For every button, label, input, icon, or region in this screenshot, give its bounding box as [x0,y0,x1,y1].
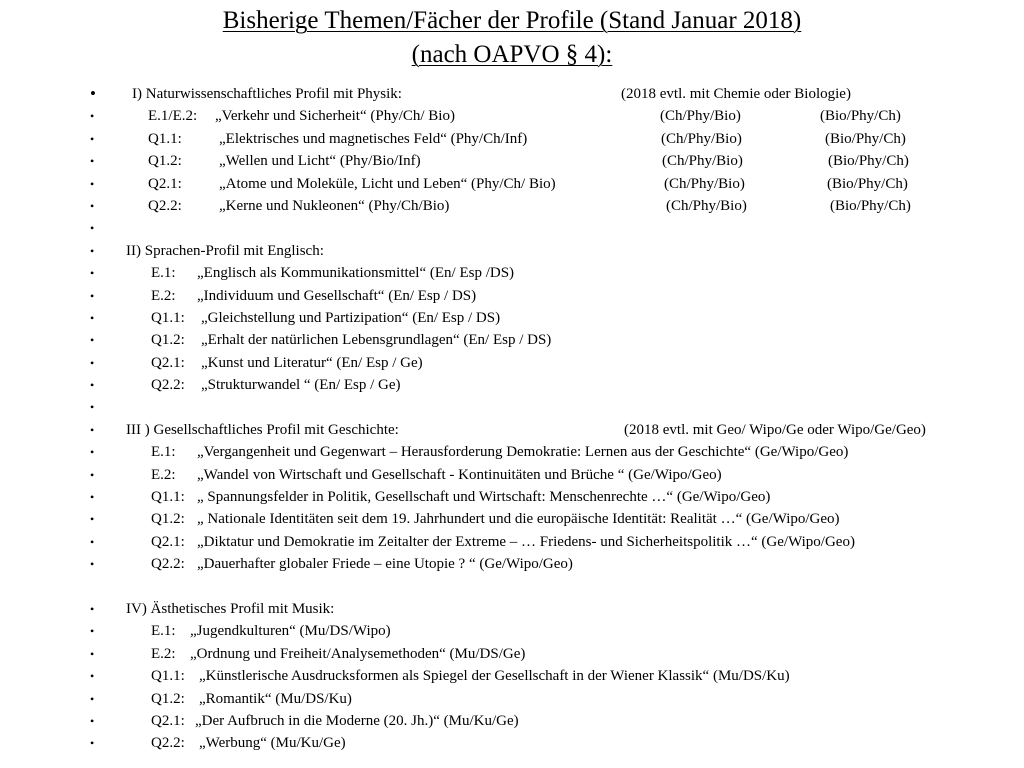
item-text: „Jugendkulturen“ (Mu/DS/Wipo) [190,623,391,640]
item-text: „Elektrisches und magnetisches Feld“ (Phy/Ch/Inf) [219,130,528,147]
item-text: „Gleichstellung und Partizipation“ (En/ Esp / DS) [201,309,501,326]
bullet-icon: • [90,288,95,303]
item-code: E.2: [151,645,176,662]
item-code: E.2: [151,287,176,304]
item-text: „Wellen und Licht“ (Phy/Bio/Inf) [219,153,421,170]
bullet-icon: • [90,333,95,348]
list-item [0,195,1024,217]
bullet-icon: • [90,154,95,169]
item-code: Q2.2: [151,377,185,394]
bullet-icon: • [90,84,96,103]
section-note: (2018 evtl. mit Geo/ Wipo/Ge oder Wipo/Ge/Geo) [624,421,926,438]
bullet-icon: • [90,109,95,124]
bullet-icon: • [90,512,95,527]
section-heading: II) Sprachen-Profil mit Englisch: [126,242,324,259]
item-code: Q2.2: [151,556,185,573]
item-code: E.1: [151,265,176,282]
item-alt-biology: (Bio/Phy/Ch) [825,130,906,147]
item-text: „Erhalt der natürlichen Lebensgrundlagen“ (En/ Esp / DS) [201,332,552,349]
item-text: „Künstlerische Ausdrucksformen als Spiegel der Gesellschaft in der Wiener Klassik“ (Mu/DS/Ku) [199,668,790,685]
item-code: Q1.1: [151,489,185,506]
section-heading: III ) Gesellschaftliches Profil mit Geschichte: [126,421,399,438]
bullet-icon: • [90,557,95,572]
list-item [0,688,1024,710]
item-alt-chemistry: (Ch/Phy/Bio) [660,108,741,125]
list-item [0,486,1024,508]
bullet-icon: • [90,266,95,281]
item-alt-chemistry: (Ch/Phy/Bio) [661,130,742,147]
item-code: Q2.2: [148,197,182,214]
item-code: E.1: [151,444,176,461]
bullet-icon: • [90,355,95,370]
bullet-icon: • [90,176,95,191]
list-item [0,620,1024,642]
item-alt-chemistry: (Ch/Phy/Bio) [664,175,745,192]
item-text: „Verkehr und Sicherheit“ (Phy/Ch/ Bio) [215,108,455,125]
item-text: „Englisch als Kommunikationsmittel“ (En/ Esp /DS) [197,265,515,282]
bullet-icon: • [90,445,95,460]
list-item [0,441,1024,463]
item-code: Q1.1: [151,309,185,326]
item-code: E.1/E.2: [148,108,198,125]
item-code: Q2.1: [151,533,185,550]
item-text: „Diktatur und Demokratie im Zeitalter der Extreme – … Friedens- und Sicherheitspolitik …“ (Ge/Wipo/Geo) [197,533,855,550]
item-code: Q1.1: [151,668,185,685]
list-item [0,262,1024,284]
slide-title-line-1: Bisherige Themen/Fächer der Profile (Stand Januar 2018) [222,7,802,34]
bullet-icon: • [90,131,95,146]
section-heading-row [0,240,1024,262]
item-text: „Romantik“ (Mu/DS/Ku) [199,690,352,707]
bullet-icon: • [90,422,95,437]
item-code: Q1.2: [151,332,185,349]
section-heading-row [0,598,1024,620]
bullet-icon: • [90,310,95,325]
item-code: Q1.2: [151,690,185,707]
item-code: Q2.1: [151,354,185,371]
list-item [0,285,1024,307]
list-item [0,508,1024,530]
item-text: „Strukturwandel “ (En/ Esp / Ge) [201,377,401,394]
list-item [0,710,1024,732]
bullet-icon: • [90,378,95,393]
item-text: „Kunst und Literatur“ (En/ Esp / Ge) [201,354,423,371]
item-alt-biology: (Bio/Phy/Ch) [827,175,908,192]
item-code: Q1.1: [148,130,182,147]
item-alt-chemistry: (Ch/Phy/Bio) [662,153,743,170]
list-item [0,665,1024,687]
item-code: E.1: [151,623,176,640]
item-code: Q2.2: [151,735,185,752]
section-note: (2018 evtl. mit Chemie oder Biologie) [621,86,851,102]
list-item [0,464,1024,486]
bullet-icon: • [90,736,95,751]
section-heading-row [0,419,1024,441]
item-alt-biology: (Bio/Phy/Ch) [830,197,911,214]
item-code: E.2: [151,466,176,483]
empty-bullet-row [0,396,1024,418]
empty-bullet-row [0,217,1024,239]
bullet-icon: • [90,400,95,415]
item-text: „Kerne und Nukleonen“ (Phy/Ch/Bio) [219,197,450,214]
item-alt-biology: (Bio/Phy/Ch) [820,108,901,125]
item-text: „Werbung“ (Mu/Ku/Ge) [199,735,346,752]
bullet-icon: • [90,221,95,236]
section-heading-row [0,83,1024,105]
profile-list [0,83,1024,755]
list-item [0,374,1024,396]
slide-title-line-2: (nach OAPVO § 4): [411,41,613,68]
spacer-row [0,576,1024,598]
item-code: Q1.2: [148,153,182,170]
item-text: „Vergangenheit und Gegenwart – Herausforderung Demokratie: Lernen aus der Geschichte“ (Ge/Wipo/Geo) [197,444,849,461]
bullet-icon: • [90,669,95,684]
bullet-icon: • [90,467,95,482]
bullet-icon: • [90,198,95,213]
item-text: „Wandel von Wirtschaft und Gesellschaft - Kontinuitäten und Brüche “ (Ge/Wipo/Geo) [197,466,722,483]
item-alt-chemistry: (Ch/Phy/Bio) [666,197,747,214]
item-code: Q1.2: [151,511,185,528]
bullet-icon: • [90,646,95,661]
list-item [0,105,1024,127]
item-text: „Der Aufbruch in die Moderne (20. Jh.)“ (Mu/Ku/Ge) [195,712,519,729]
list-item [0,329,1024,351]
bullet-icon: • [90,601,95,616]
list-item [0,150,1024,172]
list-item [0,352,1024,374]
item-alt-biology: (Bio/Phy/Ch) [828,153,909,170]
bullet-icon: • [90,534,95,549]
list-item [0,531,1024,553]
item-text: „Dauerhafter globaler Friede – eine Utopie ? “ (Ge/Wipo/Geo) [197,556,573,573]
bullet-icon: • [90,624,95,639]
item-text: „ Nationale Identitäten seit dem 19. Jahrhundert und die europäische Identität: Realität …“ (Ge/Wipo/Geo) [197,511,840,528]
list-item [0,173,1024,195]
item-text: „Individuum und Gesellschaft“ (En/ Esp / DS) [197,287,477,304]
list-item [0,732,1024,754]
item-code: Q2.1: [151,712,185,729]
item-text: „Atome und Moleküle, Licht und Leben“ (Phy/Ch/ Bio) [219,175,556,192]
list-item [0,128,1024,150]
list-item [0,643,1024,665]
bullet-icon: • [90,243,95,258]
item-code: Q2.1: [148,175,182,192]
section-heading: I) Naturwissenschaftliches Profil mit Physik: [132,86,402,102]
bullet-icon: • [90,713,95,728]
item-text: „ Spannungsfelder in Politik, Gesellschaft und Wirtschaft: Menschenrechte …“ (Ge/Wipo/Geo) [197,489,771,506]
list-item [0,553,1024,575]
item-text: „Ordnung und Freiheit/Analysemethoden“ (Mu/DS/Ge) [190,645,526,662]
list-item [0,307,1024,329]
bullet-icon: • [90,490,95,505]
section-heading: IV) Ästhetisches Profil mit Musik: [126,600,335,617]
bullet-icon: • [90,691,95,706]
